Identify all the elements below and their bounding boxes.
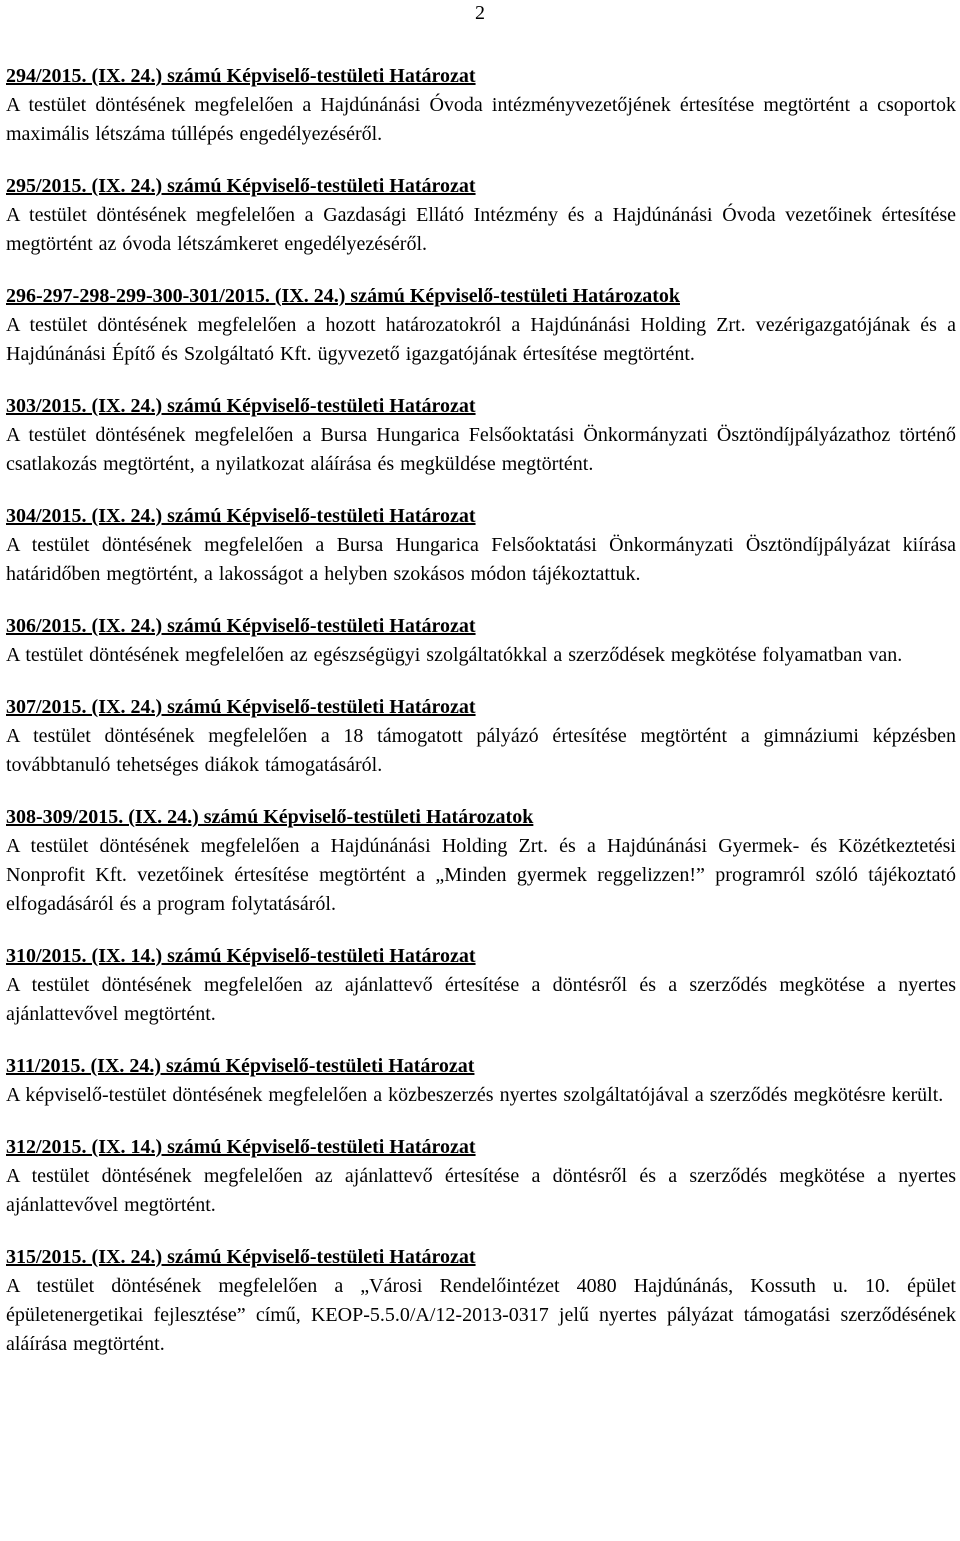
resolution-item (6, 62, 956, 149)
resolution-title: 307/2015. (IX. 24.) számú Képviselő-testületi Határozat (6, 696, 476, 718)
resolution-item (6, 612, 956, 670)
resolution-item (6, 1133, 956, 1220)
document-content (6, 62, 956, 1382)
resolution-body: A testület döntésének megfelelően az ajánlattevő értesítése a döntésről és a szerződés megkötése a nyertes ajánlattevővel megtörtént. (6, 974, 956, 1025)
resolution-title: 310/2015. (IX. 14.) számú Képviselő-testületi Határozat (6, 945, 476, 967)
resolution-title: 315/2015. (IX. 24.) számú Képviselő-testületi Határozat (6, 1246, 476, 1268)
resolution-item (6, 803, 956, 919)
resolution-body: A testület döntésének megfelelően a Bursa Hungarica Felsőoktatási Önkormányzati Ösztöndíjpályázat kiírása határidőben megtörtént, a lakosságot a helyben szokásos módon tájékoztattuk. (6, 534, 956, 585)
resolution-title: 294/2015. (IX. 24.) számú Képviselő-testületi Határozat (6, 65, 476, 87)
resolution-item (6, 942, 956, 1029)
page-number: 2 (475, 2, 485, 24)
resolution-body: A testület döntésének megfelelően az egészségügyi szolgáltatókkal a szerződések megkötése folyamatban van. (6, 644, 903, 666)
resolution-body: A testület döntésének megfelelően a Hajdúnánási Óvoda intézményvezetőjének értesítése megtörtént a csoportok maximális létszáma túllépés engedélyezéséről. (6, 94, 956, 145)
resolution-title: 308-309/2015. (IX. 24.) számú Képviselő-testületi Határozatok (6, 806, 534, 828)
resolution-item (6, 502, 956, 589)
resolution-title: 296-297-298-299-300-301/2015. (IX. 24.) számú Képviselő-testületi Határozatok (6, 285, 680, 307)
resolution-title: 306/2015. (IX. 24.) számú Képviselő-testületi Határozat (6, 615, 476, 637)
resolution-item (6, 172, 956, 259)
resolution-body: A testület döntésének megfelelően a 18 támogatott pályázó értesítése megtörtént a gimnáziumi képzésben továbbtanuló tehetséges diákok támogatásáról. (6, 725, 956, 776)
resolution-body: A testület döntésének megfelelően a hozott határozatokról a Hajdúnánási Holding Zrt. vezérigazgatójának és a Hajdúnánási Építő és Szolgáltató Kft. ügyvezető igazgatójának értesítése megtörtént. (6, 314, 956, 365)
resolution-body: A testület döntésének megfelelően az ajánlattevő értesítése a döntésről és a szerződés megkötése a nyertes ajánlattevővel megtörtént. (6, 1165, 956, 1216)
resolution-body: A testület döntésének megfelelően a Bursa Hungarica Felsőoktatási Önkormányzati Ösztöndíjpályázathoz történő csatlakozás megtörtént, a nyilatkozat aláírása és megküldése megtörtént. (6, 424, 956, 475)
resolution-item (6, 1243, 956, 1359)
resolution-title: 303/2015. (IX. 24.) számú Képviselő-testületi Határozat (6, 395, 476, 417)
resolution-item (6, 1052, 956, 1110)
resolution-body: A képviselő-testület döntésének megfelelően a közbeszerzés nyertes szolgáltatójával a szerződés megkötésre került. (6, 1084, 944, 1106)
resolution-item (6, 282, 956, 369)
resolution-title: 312/2015. (IX. 14.) számú Képviselő-testületi Határozat (6, 1136, 476, 1158)
resolution-title: 304/2015. (IX. 24.) számú Képviselő-testületi Határozat (6, 505, 476, 527)
resolution-body: A testület döntésének megfelelően a „Városi Rendelőintézet 4080 Hajdúnánás, Kossuth u. 10. épület épületenergetikai fejlesztése” című, KEOP-5.5.0/A/12-2013-0317 jelű nyertes pályázat támogatási szerződésének aláírása megtörtént. (6, 1275, 956, 1355)
resolution-title: 311/2015. (IX. 24.) számú Képviselő-testületi Határozat (6, 1055, 475, 1077)
resolution-item (6, 392, 956, 479)
resolution-item (6, 693, 956, 780)
resolution-title: 295/2015. (IX. 24.) számú Képviselő-testületi Határozat (6, 175, 476, 197)
resolution-body: A testület döntésének megfelelően a Hajdúnánási Holding Zrt. és a Hajdúnánási Gyermek- és Közétkeztetési Nonprofit Kft. vezetőinek értesítése megtörtént a „Minden gyermek reggelizzen!” programról szóló tájékoztató elfogadásáról és a program folytatásáról. (6, 835, 956, 915)
resolution-body: A testület döntésének megfelelően a Gazdasági Ellátó Intézmény és a Hajdúnánási Óvoda vezetőinek értesítése megtörtént az óvoda létszámkeret engedélyezéséről. (6, 204, 956, 255)
